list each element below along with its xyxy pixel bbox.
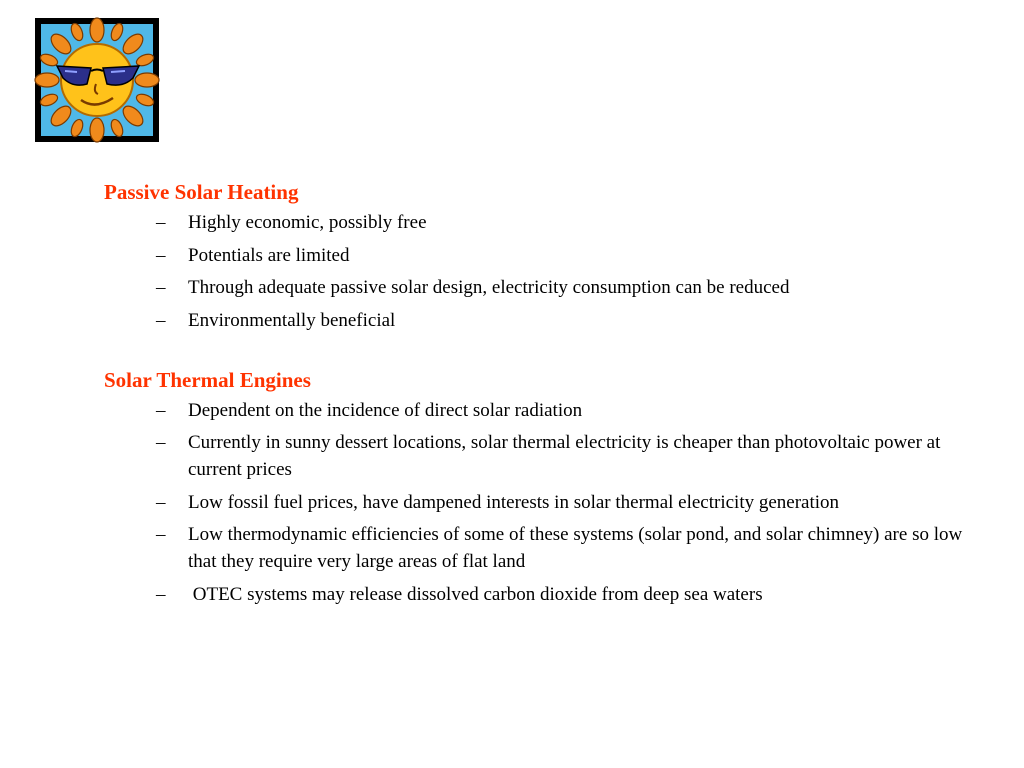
bullet-text: OTEC systems may release dissolved carbon dioxide from deep sea waters bbox=[188, 583, 763, 605]
bullet-dash: – bbox=[156, 399, 166, 421]
bullet-list bbox=[104, 397, 964, 608]
list-item bbox=[104, 521, 964, 575]
bullet-text: Currently in sunny dessert locations, solar thermal electricity is cheaper than photovoltaic power at current prices bbox=[188, 432, 941, 480]
list-item bbox=[104, 397, 964, 424]
list-item bbox=[104, 209, 964, 236]
section-heading: Solar Thermal Engines bbox=[104, 367, 311, 392]
bullet-dash: – bbox=[156, 309, 166, 331]
bullet-text: Highly economic, possibly free bbox=[188, 212, 427, 233]
bullet-dash: – bbox=[156, 244, 166, 266]
list-item bbox=[104, 429, 964, 483]
list-item bbox=[104, 581, 964, 608]
bullet-text: Low fossil fuel prices, have dampened interests in solar thermal electricity generation bbox=[188, 491, 840, 513]
bullet-text: Low thermodynamic efficiencies of some of these systems (solar pond, and solar chimney) are so low that they require very large areas of flat land bbox=[188, 524, 963, 572]
bullet-dash: – bbox=[156, 277, 166, 298]
bullet-dash: – bbox=[156, 432, 166, 453]
bullet-text: Environmentally beneficial bbox=[188, 309, 396, 331]
slide-content bbox=[104, 178, 964, 613]
list-item bbox=[104, 242, 964, 269]
bullet-dash: – bbox=[156, 212, 166, 233]
bullet-dash: – bbox=[156, 491, 166, 513]
bullet-list bbox=[104, 209, 964, 334]
section-solar-thermal-engines bbox=[104, 366, 964, 608]
list-item bbox=[104, 489, 964, 516]
list-item bbox=[104, 307, 964, 334]
list-item bbox=[104, 274, 964, 301]
bullet-dash: – bbox=[156, 524, 166, 545]
bullet-text: Dependent on the incidence of direct solar radiation bbox=[188, 399, 583, 421]
section-heading: Passive Solar Heating bbox=[104, 180, 299, 204]
bullet-text: Potentials are limited bbox=[188, 244, 350, 266]
sun-with-sunglasses-icon bbox=[33, 16, 161, 144]
section-passive-solar-heating bbox=[104, 178, 964, 334]
bullet-dash: – bbox=[156, 583, 166, 605]
bullet-text: Through adequate passive solar design, electricity consumption can be reduced bbox=[188, 277, 790, 298]
